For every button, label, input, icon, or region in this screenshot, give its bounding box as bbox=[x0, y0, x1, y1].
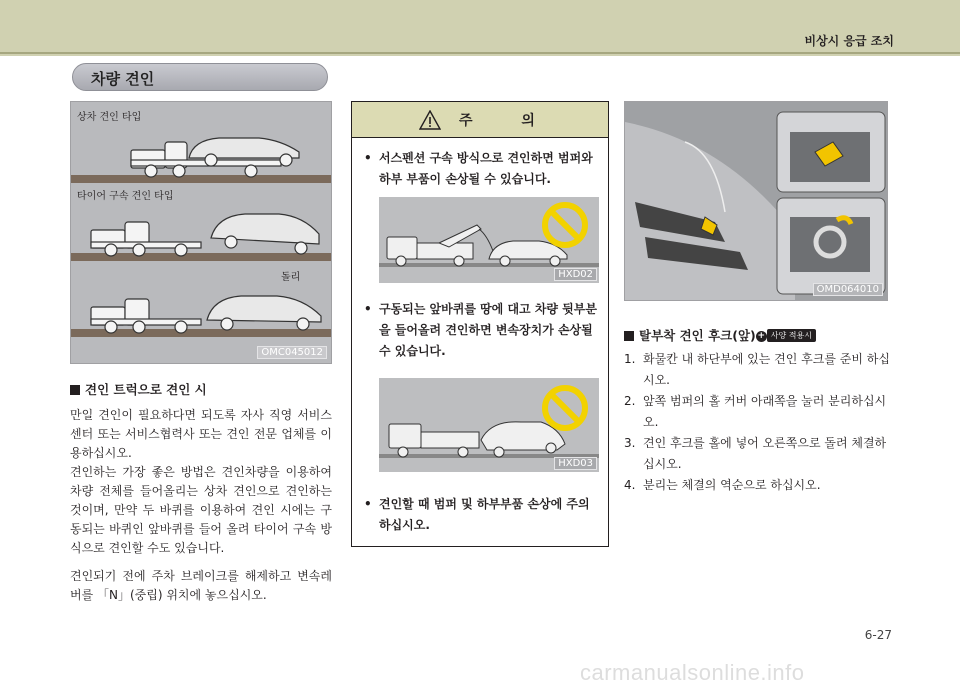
caution-image-1-code: HXD02 bbox=[554, 268, 597, 281]
caution-bullet-1-text: 서스펜션 구속 방식으로 견인하면 범퍼와 하부 부품이 손상될 수 있습니다. bbox=[379, 151, 593, 186]
step-number: 1. bbox=[624, 352, 636, 366]
page-number: 6-27 bbox=[864, 628, 892, 642]
step-text: 견인 후크를 홀에 넣어 오른쪽으로 돌려 체결하십시오. bbox=[643, 436, 887, 471]
header-rule bbox=[0, 52, 960, 54]
dolly-label: 돌리 bbox=[281, 272, 301, 283]
caution-box bbox=[351, 101, 609, 547]
caution-bullet-3: • 견인할 때 범퍼 및 하부부품 손상에 주의하십시오. bbox=[364, 494, 600, 536]
caution-image-1 bbox=[379, 197, 599, 283]
towing-heading-text: 견인 트럭으로 견인 시 bbox=[85, 382, 207, 397]
caution-header bbox=[352, 102, 608, 138]
step-item bbox=[624, 391, 894, 433]
caution-bullet-2-text: 구동되는 앞바퀴를 땅에 대고 차량 뒷부분을 들어올려 견인하면 변속장치가 손상될 수 있습니다. bbox=[379, 302, 597, 358]
caution-image-2 bbox=[379, 378, 599, 472]
option-badge: 사양 적용시 bbox=[767, 329, 816, 342]
plus-option-icon: + bbox=[757, 331, 765, 341]
step-item bbox=[624, 349, 894, 391]
caution-bullet-2: • 구동되는 앞바퀴를 땅에 대고 차량 뒷부분을 들어올려 견인하면 변속장치가 손상될 수 있습니다. bbox=[364, 299, 600, 362]
tow-hook-heading-text: 탈부착 견인 후크(앞) bbox=[639, 328, 756, 343]
step-item bbox=[624, 433, 894, 475]
step-text: 화물칸 내 하단부에 있는 견인 후크를 준비 하십시오. bbox=[643, 352, 890, 387]
caution-bullet-1: • 서스펜션 구속 방식으로 견인하면 범퍼와 하부 부품이 손상될 수 있습니다. bbox=[364, 148, 600, 190]
step-number: 3. bbox=[624, 436, 636, 450]
step-text: 분리는 체결의 역순으로 하십시오. bbox=[643, 478, 821, 492]
bullet-square-icon bbox=[624, 331, 634, 341]
section-title-pill bbox=[72, 63, 328, 91]
chapter-title: 비상시 응급 조치 bbox=[804, 34, 894, 48]
figure-code: OMC045012 bbox=[257, 346, 327, 359]
prohibited-sign-icon bbox=[541, 201, 589, 249]
towing-illustration bbox=[71, 102, 331, 363]
towing-para-3: 견인되기 전에 주차 브레이크를 해제하고 변속레버를 「N」(중립) 위치에 놓으십시오. bbox=[70, 569, 332, 602]
prohibited-sign-icon bbox=[541, 384, 589, 432]
tow-hook-heading bbox=[624, 326, 816, 344]
towing-para-2: 견인하는 가장 좋은 방법은 견인차량을 이용하여 차량 전체를 들어올리는 상차 견인으로 견인하는 것이며, 만약 두 바퀴를 이용하여 견인 시에는 구동되는 바퀴인 앞바퀴를 들어 올려 타이어 구속 방식으로 견인할 수도 있습니다. bbox=[70, 465, 332, 555]
caution-bullet-3-text: 견인할 때 범퍼 및 하부부품 손상에 주의하십시오. bbox=[379, 497, 590, 532]
section-title: 차량 견인 bbox=[91, 70, 155, 88]
caution-image-2-code: HXD03 bbox=[554, 457, 597, 470]
figure-code: OMD064010 bbox=[813, 283, 883, 296]
step-number: 2. bbox=[624, 394, 636, 408]
towing-heading bbox=[70, 380, 207, 398]
flatbed-label: 상차 견인 타입 bbox=[77, 112, 142, 123]
step-text: 앞쪽 범퍼의 홀 커버 아래쪽을 눌러 분리하십시오. bbox=[643, 394, 887, 429]
caution-title: 주 의 bbox=[459, 113, 557, 129]
step-item bbox=[624, 475, 894, 496]
step-number: 4. bbox=[624, 478, 636, 492]
tow-hook-steps bbox=[624, 349, 894, 496]
tow-hook-figure bbox=[624, 101, 888, 301]
bumper-illustration bbox=[625, 102, 887, 300]
towing-types-figure bbox=[70, 101, 332, 364]
watermark: carmanualsonline.info bbox=[580, 660, 805, 685]
warning-triangle-icon bbox=[419, 110, 441, 130]
wheel-lift-label: 타이어 구속 견인 타입 bbox=[77, 191, 174, 202]
bullet-square-icon bbox=[70, 385, 80, 395]
towing-para-1: 만일 견인이 필요하다면 되도록 자사 직영 서비스센터 또는 서비스협력사 또는 견인 전문 업체를 이용하십시오. bbox=[70, 408, 332, 460]
